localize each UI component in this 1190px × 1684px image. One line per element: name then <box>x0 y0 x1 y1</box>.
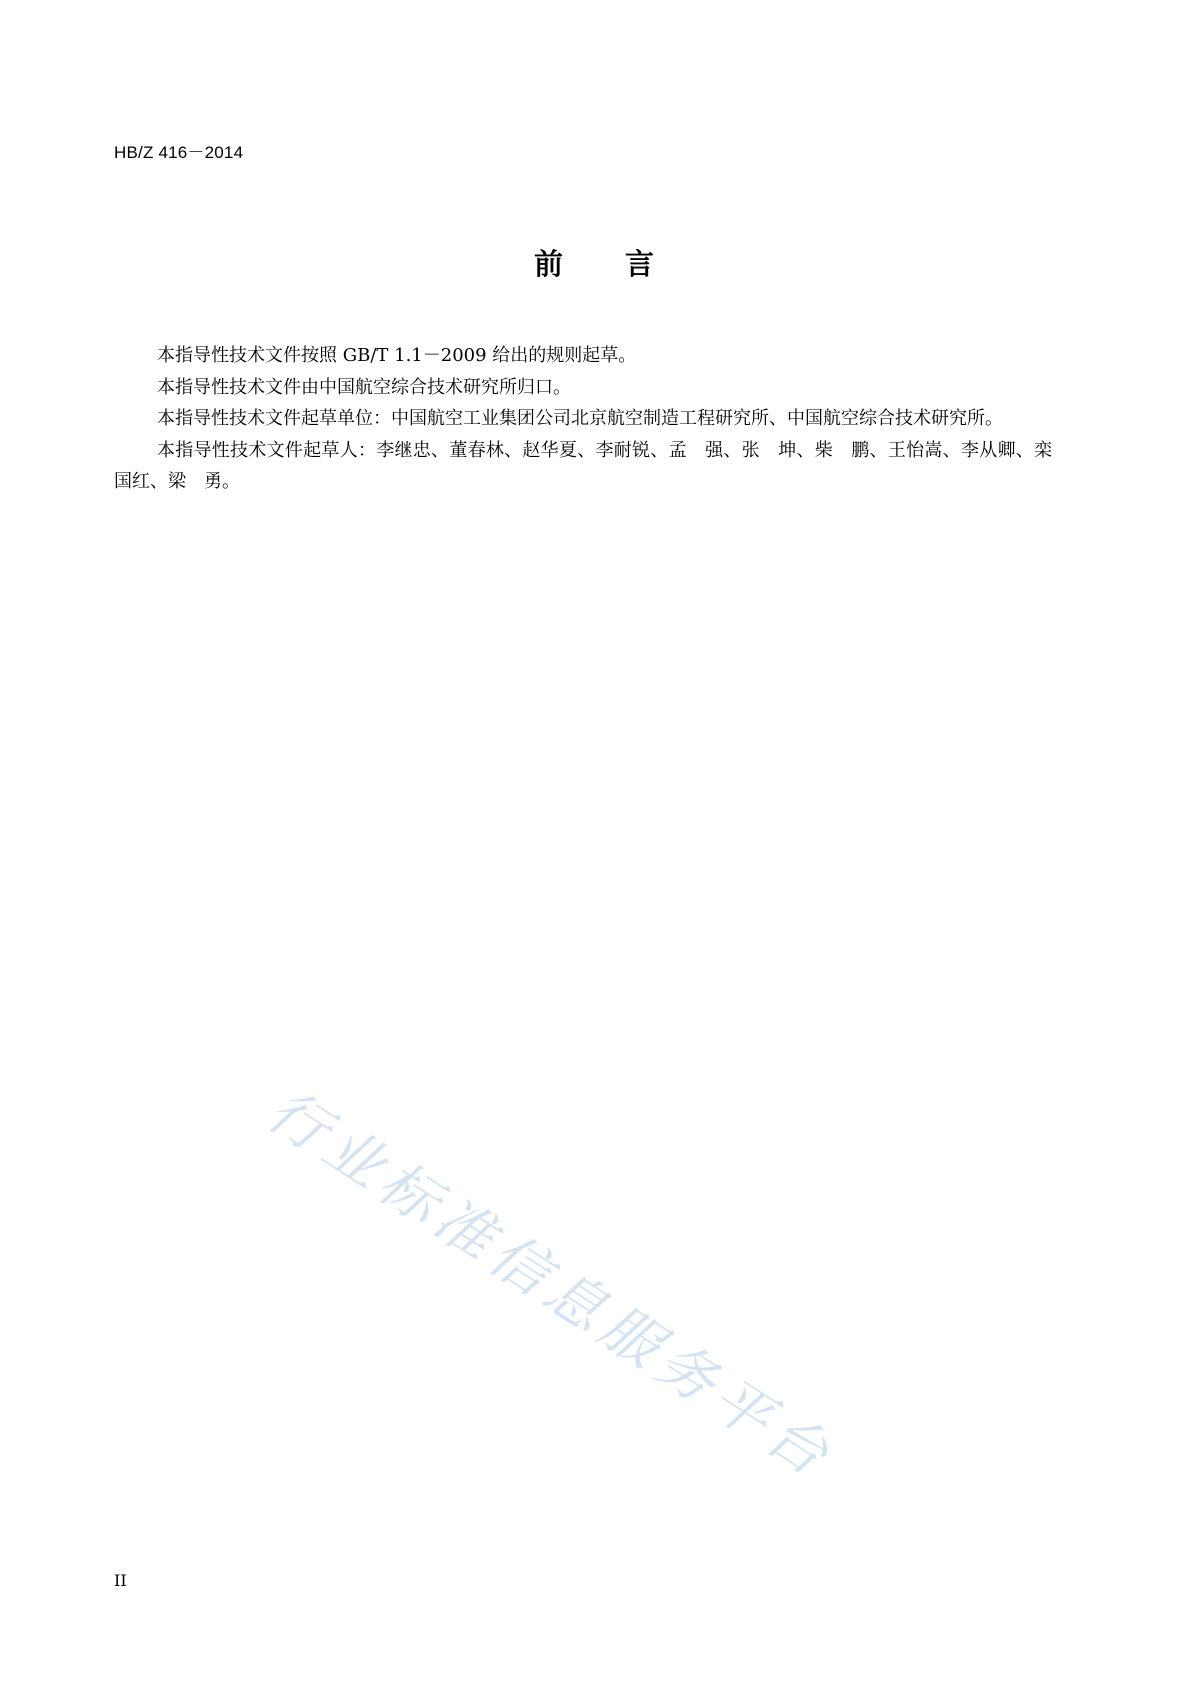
title-char-2: 言 <box>625 247 657 281</box>
watermark: 行业标准信息服务平台 <box>255 1075 847 1493</box>
paragraph-drafting-rules: 本指导性技术文件按照 GB/T 1.1－2009 给出的规则起草。 <box>157 345 637 366</box>
foreword-body <box>114 340 1052 498</box>
page-title <box>0 242 1190 283</box>
document-code: HB/Z 416－2014 <box>114 143 244 162</box>
paragraph-responsible-unit: 本指导性技术文件由中国航空综合技术研究所归口。 <box>157 376 571 398</box>
paragraph-drafters: 本指导性技术文件起草人：李继忠、董春林、赵华夏、李耐锐、孟 强、张 坤、柴 鹏、王怡嵩、李从卿、栾国红、梁 勇。 <box>114 439 1052 492</box>
title-char-1: 前 <box>533 247 565 281</box>
page-number: II <box>114 1571 127 1590</box>
paragraph-drafting-units: 本指导性技术文件起草单位：中国航空工业集团公司北京航空制造工程研究所、中国航空综合技术研究所。 <box>157 408 1003 429</box>
